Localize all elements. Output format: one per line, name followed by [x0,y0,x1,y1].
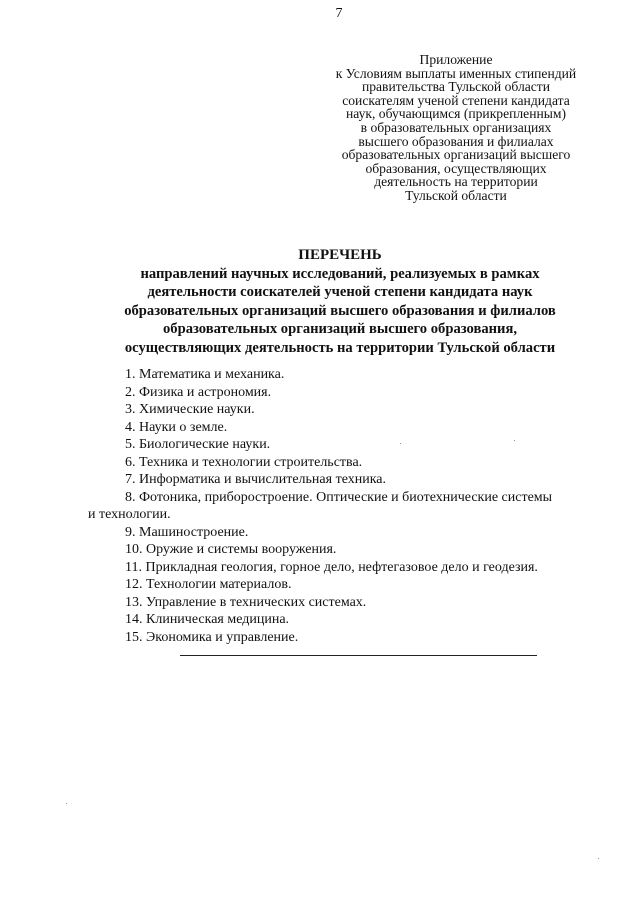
page-number: 7 [335,6,343,21]
list-item: 10. Оружие и системы вооружения. [125,542,337,557]
appendix-line: высшего образования и филиалах [358,133,554,149]
list-item: 12. Технологии материалов. [125,577,292,592]
scan-speck [598,858,599,859]
list-item: 6. Техника и технологии строительства. [125,454,363,470]
appendix-line: образования, осуществляющих [365,160,547,176]
appendix-line: Тульской области [405,187,507,203]
list-item: 1. Математика и механика. [125,367,285,382]
list-item-continuation: и технологии. [88,507,171,522]
list-item: 9. Машиностроение. [125,524,249,540]
list-item: 7. Информатика и вычислительная техника. [125,472,387,487]
appendix-line: образовательных организаций высшего [341,147,571,163]
list-item: 5. Биологические науки. [125,437,271,452]
appendix-line: Приложение [419,52,493,67]
document-title [0,246,640,358]
appendix-line: правительства Тульской области [361,79,551,95]
title-line: образовательных организаций высшего образования и филиалов [124,302,556,319]
title-heading: ПЕРЕЧЕНЬ [298,247,382,263]
list-item: 4. Науки о земле. [125,419,228,435]
appendix-line: в образовательных организациях [360,119,552,135]
title-line: образовательных организаций высшего образования, [162,321,518,338]
list-item: 8. Фотоника, приборостроение. Оптические и биотехнические системы [125,489,553,505]
list-item: 3. Химические науки. [125,402,255,417]
scan-speck [66,803,67,804]
research-areas-list [88,366,608,646]
scan-speck [514,440,515,441]
appendix-line: наук, обучающимся (прикрепленным) [345,106,567,122]
title-line: деятельности соискателей ученой степени кандидата наук [147,284,533,301]
title-line: осуществляющих деятельность на территории Тульской области [124,339,556,356]
appendix-block [300,53,612,203]
title-line: направлений научных исследований, реализуемых в рамках [140,265,540,282]
appendix-line: к Условиям выплаты именных стипендий [335,65,577,81]
list-item: 14. Клиническая медицина. [125,612,290,627]
scan-speck [400,443,401,444]
list-item: 11. Прикладная геология, горное дело, нефтегазовое дело и геодезия. [125,559,538,575]
list-item: 2. Физика и астрономия. [125,384,272,400]
end-divider-line [180,655,537,656]
list-item: 13. Управление в технических системах. [125,594,367,610]
appendix-line: соискателям ученой степени кандидата [342,92,570,108]
list-item: 15. Экономика и управление. [125,629,299,645]
appendix-line: деятельность на территории [374,174,538,190]
